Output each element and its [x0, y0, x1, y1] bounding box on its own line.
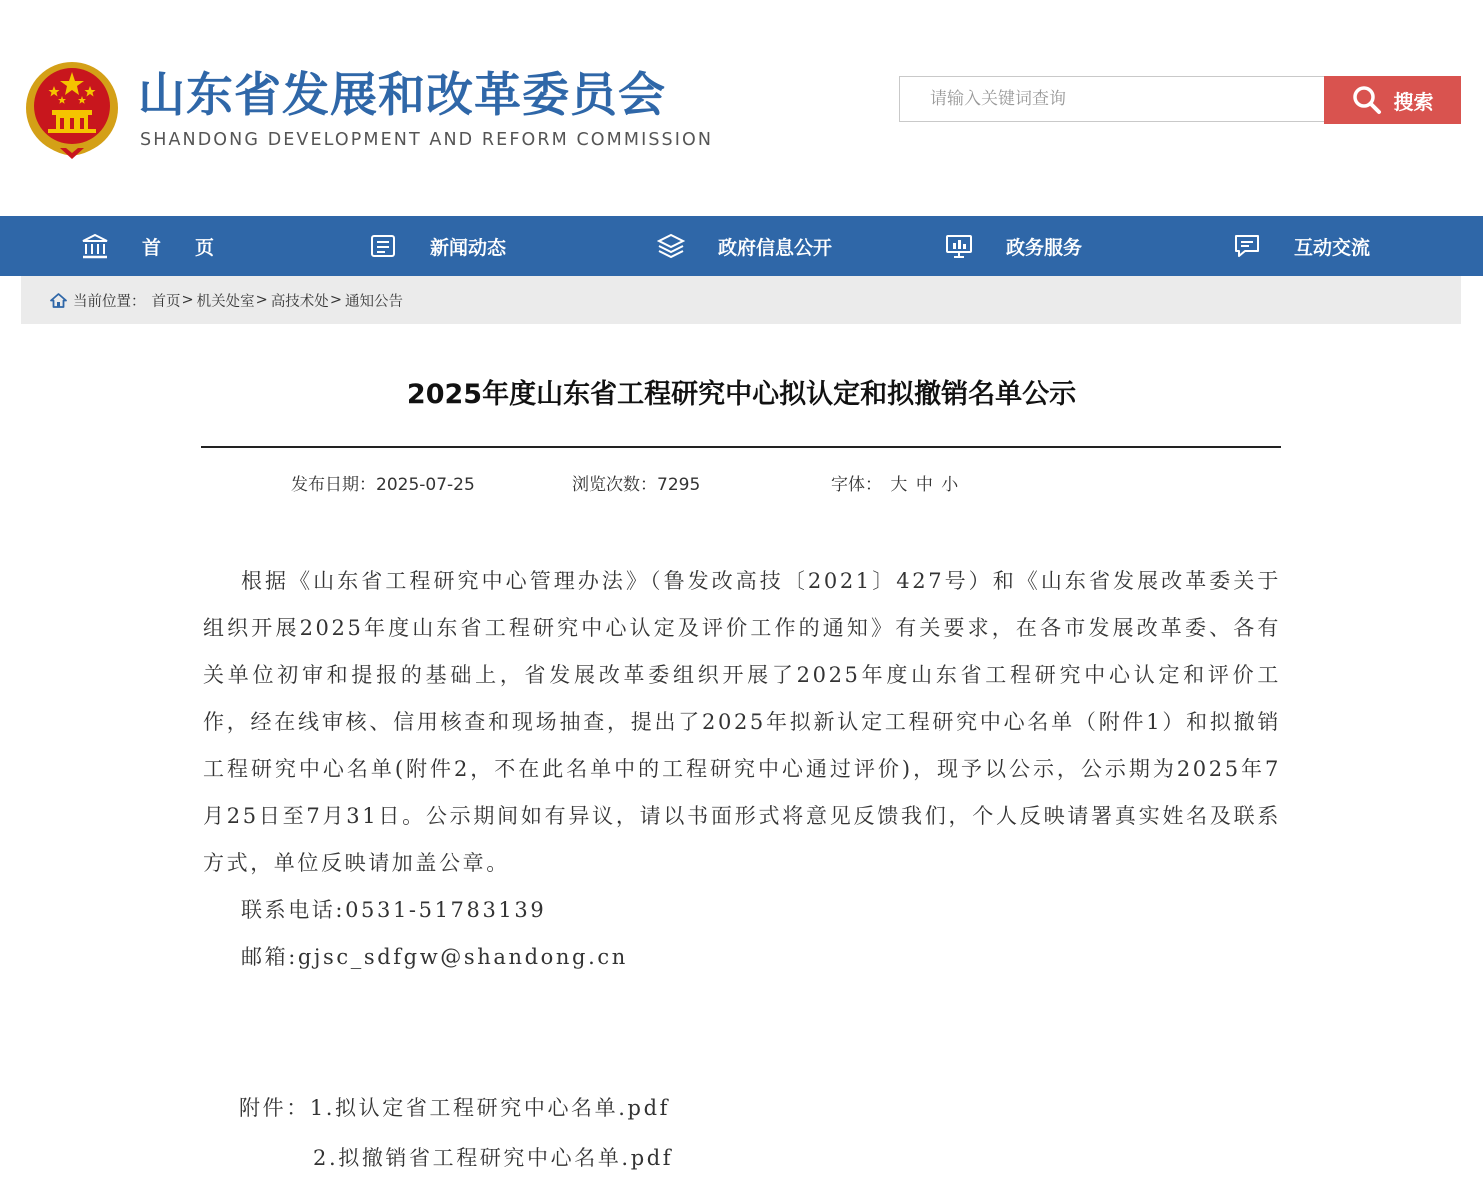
site-subtitle: SHANDONG DEVELOPMENT AND REFORM COMMISSION: [140, 130, 714, 150]
search-box: [899, 76, 1324, 122]
government-building-icon: [80, 231, 110, 261]
attachments-label: 附件：: [239, 1096, 310, 1120]
article-title: 2025年度山东省工程研究中心拟认定和拟撤销名单公示: [406, 379, 1077, 410]
nav-item-gov-info[interactable]: [656, 216, 832, 276]
nav-item-interaction[interactable]: [1232, 216, 1370, 276]
attachment-link-2[interactable]: 2.拟撤销省工程研究中心名单.pdf: [313, 1146, 674, 1170]
publish-date-value: 2025-07-25: [376, 475, 475, 495]
nav-label-services: 政务服务: [1006, 236, 1083, 259]
site-header: [0, 0, 1483, 216]
article-body: [203, 558, 1281, 981]
breadcrumb-separator: >: [181, 292, 194, 308]
news-list-icon: [368, 231, 398, 261]
chat-bubble-icon: [1232, 231, 1262, 261]
contact-email: 邮箱:gjsc_sdfgw@shandong.cn: [241, 945, 628, 969]
font-size-medium[interactable]: 中: [915, 475, 933, 495]
breadcrumb-separator: >: [255, 292, 268, 308]
nav-item-services[interactable]: [944, 216, 1082, 276]
attachment-row: [239, 1133, 673, 1183]
view-count-value: 7295: [657, 475, 701, 495]
font-size-selector: [831, 470, 958, 495]
attachments: [239, 1083, 673, 1183]
attachment-link-1[interactable]: 1.拟认定省工程研究中心名单.pdf: [309, 1096, 670, 1120]
national-emblem-icon[interactable]: [24, 60, 120, 160]
nav-item-home[interactable]: [80, 216, 248, 276]
view-count: [572, 470, 700, 495]
font-size-label: 字体：: [831, 475, 882, 495]
title-divider: [201, 446, 1281, 448]
breadcrumb-prefix: 当前位置：: [73, 293, 146, 310]
publish-date: [291, 470, 475, 495]
article-paragraph: 根据《山东省工程研究中心管理办法》（鲁发改高技〔2021〕427号）和《山东省发展改革委关于组织开展2025年度山东省工程研究中心认定及评价工作的通知》有关要求，在各市发展改革委、各有关单位初审和提报的基础上，省发展改革委组织开展了2025年度山东省工程研究中心认定和评价工作，经在线审核、信用核查和现场抽查，提出了2025年拟新认定工程研究中心名单（附件1）和拟撤销工程研究中心名单(附件2，不在此名单中的工程研究中心通过评价)，现予以公示，公示期为2025年7月25日至7月31日。公示期间如有异议，请以书面形式将意见反馈我们，个人反映请署真实姓名及联系方式，单位反映请加盖公章。: [203, 569, 1281, 875]
nav-label-news: 新闻动态: [430, 236, 507, 259]
publish-date-label: 发布日期：: [291, 475, 376, 495]
nav-label-gov-info: 政府信息公开: [718, 236, 833, 259]
search-icon: [1352, 85, 1382, 115]
nav-item-news[interactable]: [368, 216, 506, 276]
search-button-label: 搜索: [1393, 89, 1434, 114]
main-nav: [0, 216, 1483, 276]
breadcrumb-hightech[interactable]: 高技术处: [270, 293, 329, 310]
view-count-label: 浏览次数：: [572, 475, 657, 495]
nav-label-home: 首页: [142, 236, 249, 259]
layers-icon: [656, 231, 686, 261]
monitor-chart-icon: [944, 231, 974, 261]
font-size-small[interactable]: 小: [941, 475, 959, 495]
breadcrumb: [21, 276, 1461, 324]
home-icon: [50, 292, 67, 309]
attachment-row: [239, 1083, 673, 1133]
contact-phone: 联系电话:0531-51783139: [241, 898, 547, 922]
site-title: 山东省发展和改革委员会: [138, 68, 666, 123]
breadcrumb-separator: >: [329, 292, 342, 308]
breadcrumb-departments[interactable]: 机关处室: [196, 293, 255, 310]
search-input[interactable]: [900, 77, 1324, 121]
search-button[interactable]: [1324, 76, 1461, 124]
breadcrumb-home[interactable]: 首页: [151, 293, 181, 310]
breadcrumb-notices[interactable]: 通知公告: [344, 293, 403, 310]
nav-label-interaction: 互动交流: [1294, 236, 1371, 259]
font-size-large[interactable]: 大: [890, 475, 908, 495]
